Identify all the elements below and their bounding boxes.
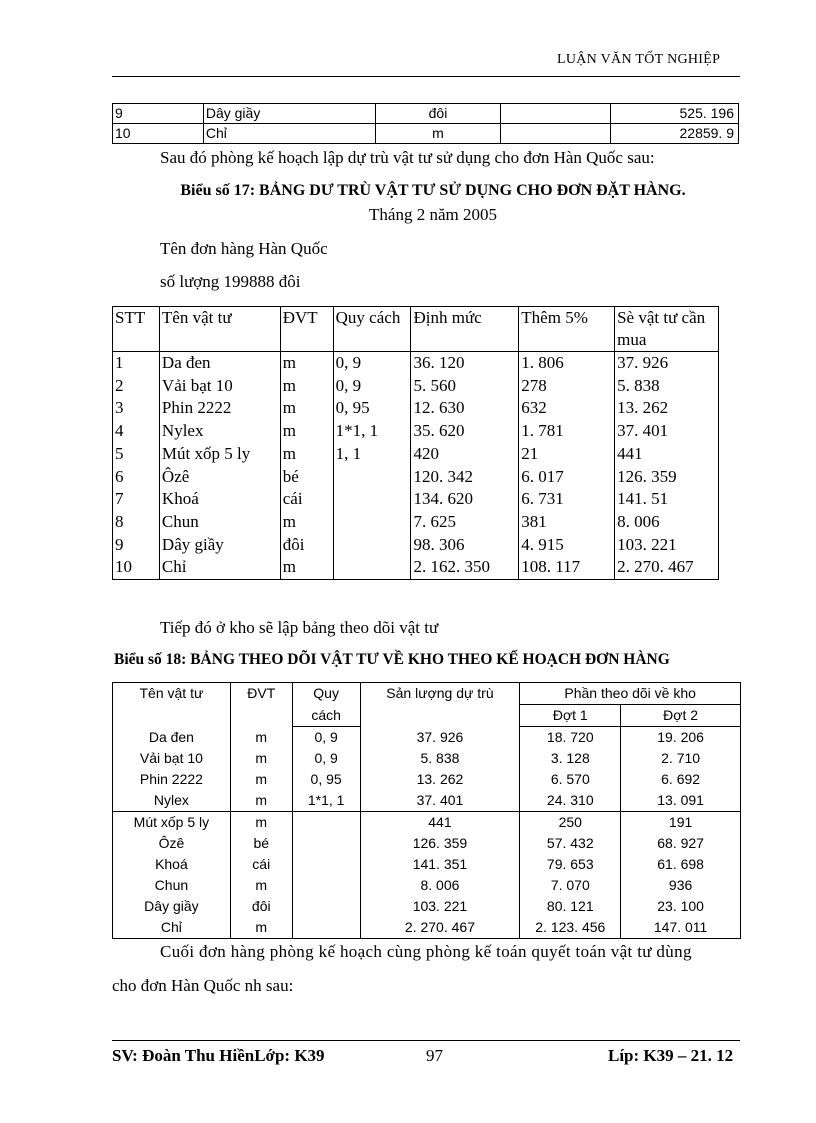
- table-row: [113, 790, 741, 812]
- cell-spec: 0, 95: [333, 397, 411, 420]
- cell-unit: m: [230, 812, 292, 834]
- cell-b1: 80. 121: [520, 896, 621, 917]
- cell-stt: 6: [113, 466, 160, 489]
- cell-planned: 37. 401: [360, 790, 520, 812]
- table-row: [113, 896, 741, 917]
- cell-name: Ôzê: [113, 833, 231, 854]
- cell-planned: 37. 926: [360, 727, 520, 749]
- cell-stt: 9: [113, 104, 204, 124]
- cell-spec: 0, 9: [333, 352, 411, 375]
- cell-b1: 250: [520, 812, 621, 834]
- table-row: [113, 534, 719, 557]
- cell-buy: 37. 926: [615, 352, 719, 375]
- cell-spec: [292, 875, 360, 896]
- table-row: [113, 917, 741, 939]
- cell-spec: [501, 104, 611, 124]
- cell-name: Mút xốp 5 ly: [159, 443, 280, 466]
- cell-buy: 126. 359: [615, 466, 719, 489]
- cell-unit: m: [230, 748, 292, 769]
- cell-unit: đôi: [230, 896, 292, 917]
- cell-extra: 278: [519, 375, 615, 398]
- cell-b2: 936: [621, 875, 741, 896]
- th-buy: Sè vật tư cần mua: [615, 307, 719, 352]
- continued-table: [112, 103, 739, 144]
- table17-title: Biểu số 17: BẢNG DƯ TRÙ VẬT TƯ SỬ DỤNG CHO ĐƠN ĐẶT HÀNG.: [180, 182, 686, 199]
- cell-b1: 79. 653: [520, 854, 621, 875]
- cell-stt: 2: [113, 375, 160, 398]
- cell-b1: 6. 570: [520, 769, 621, 790]
- cell-unit: m: [280, 511, 333, 534]
- cell-spec: [333, 488, 411, 511]
- cell-extra: 4. 915: [519, 534, 615, 557]
- cell-name: Chỉ: [113, 917, 231, 939]
- table-row: [113, 875, 741, 896]
- cell-name: Mút xốp 5 ly: [113, 812, 231, 834]
- cell-stt: 1: [113, 352, 160, 375]
- cell-spec: [292, 833, 360, 854]
- cell-name: Khoá: [113, 854, 231, 875]
- cell-spec: 0, 9: [292, 727, 360, 749]
- cell-spec: 0, 9: [292, 748, 360, 769]
- cell-extra: 6. 017: [519, 466, 615, 489]
- cell-unit: m: [280, 443, 333, 466]
- cell-b2: 61. 698: [621, 854, 741, 875]
- cell-unit: m: [375, 124, 501, 144]
- table-row: [113, 511, 719, 534]
- th18-unit: ĐVT: [230, 683, 292, 727]
- cell-spec: [292, 896, 360, 917]
- cell-norm: 7. 625: [411, 511, 519, 534]
- cell-b2: 191: [621, 812, 741, 834]
- table-row: [113, 397, 719, 420]
- cell-b1: 24. 310: [520, 790, 621, 812]
- cell-unit: m: [230, 727, 292, 749]
- cell-stt: 8: [113, 511, 160, 534]
- cell-name: Dây giầy: [113, 896, 231, 917]
- cell-stt: 9: [113, 534, 160, 557]
- cell-name: Nylex: [159, 420, 280, 443]
- table-row: [113, 556, 719, 579]
- cell-planned: 5. 838: [360, 748, 520, 769]
- cell-stt: 5: [113, 443, 160, 466]
- th18-planned: Sản lượng dự trù: [360, 683, 520, 727]
- cell-b2: 13. 091: [621, 790, 741, 812]
- cell-extra: 381: [519, 511, 615, 534]
- cell-norm: 36. 120: [411, 352, 519, 375]
- cell-name: Vải bạt 10: [159, 375, 280, 398]
- cell-b1: 57. 432: [520, 833, 621, 854]
- cell-name: Ôzê: [159, 466, 280, 489]
- cell-b2: 68. 927: [621, 833, 741, 854]
- cell-name: Chỉ: [203, 124, 375, 144]
- cell-unit: m: [230, 917, 292, 939]
- table-row: [113, 443, 719, 466]
- cell-name: Khoá: [159, 488, 280, 511]
- th-name: Tên vật tư: [159, 307, 280, 352]
- table17-header-row: [113, 307, 719, 352]
- paragraph-3-line1: Cuối đơn hàng phòng kế hoạch cùng phòng kế toán quyết toán vật tư dùng: [160, 942, 692, 961]
- cell-b2: 2. 710: [621, 748, 741, 769]
- th-spec: Quy cách: [333, 307, 411, 352]
- cell-planned: 13. 262: [360, 769, 520, 790]
- cell-norm: 134. 620: [411, 488, 519, 511]
- cell-buy: 441: [615, 443, 719, 466]
- table-row: [113, 833, 741, 854]
- th18-batch1: Đợt 1: [520, 705, 621, 727]
- th18-spec-1: Quy: [292, 683, 360, 705]
- cell-b1: 3. 128: [520, 748, 621, 769]
- cell-unit: m: [280, 352, 333, 375]
- table-row: [113, 375, 719, 398]
- cell-planned: 141. 351: [360, 854, 520, 875]
- cell-name: Phin 2222: [159, 397, 280, 420]
- table-row: [113, 769, 741, 790]
- cell-unit: bé: [230, 833, 292, 854]
- cell-name: Nylex: [113, 790, 231, 812]
- cell-unit: m: [230, 769, 292, 790]
- cell-norm: 5. 560: [411, 375, 519, 398]
- cell-b1: 18. 720: [520, 727, 621, 749]
- cell-stt: 4: [113, 420, 160, 443]
- cell-norm: 12. 630: [411, 397, 519, 420]
- cell-stt: 10: [113, 556, 160, 579]
- cell-unit: bé: [280, 466, 333, 489]
- footer-page-number: 97: [426, 1046, 443, 1065]
- cell-extra: 6. 731: [519, 488, 615, 511]
- cell-spec: [292, 917, 360, 939]
- running-header: LUẬN VĂN TỐT NGHIỆP: [557, 52, 721, 67]
- cell-unit: m: [280, 420, 333, 443]
- cell-spec: [333, 556, 411, 579]
- cell-planned: 8. 006: [360, 875, 520, 896]
- th-norm: Định mức: [411, 307, 519, 352]
- cell-norm: 120. 342: [411, 466, 519, 489]
- cell-b1: 7. 070: [520, 875, 621, 896]
- table-row: [113, 124, 739, 144]
- table17: [112, 306, 719, 580]
- th-stt: STT: [113, 307, 160, 352]
- cell-spec: [501, 124, 611, 144]
- cell-unit: m: [280, 375, 333, 398]
- cell-buy: 5. 838: [615, 375, 719, 398]
- cell-name: Dây giầy: [159, 534, 280, 557]
- cell-unit: m: [280, 556, 333, 579]
- cell-planned: 441: [360, 812, 520, 834]
- cell-extra: 632: [519, 397, 615, 420]
- cell-b1: 2. 123. 456: [520, 917, 621, 939]
- cell-unit: cái: [230, 854, 292, 875]
- order-name: Tên đơn hàng Hàn Quốc: [160, 239, 328, 258]
- footer-class: Líp: K39 – 21. 12: [608, 1046, 734, 1065]
- cell-buy: 37. 401: [615, 420, 719, 443]
- footer-rule: [112, 1040, 740, 1041]
- cell-unit: đôi: [375, 104, 501, 124]
- cell-b2: 23. 100: [621, 896, 741, 917]
- th18-name: Tên vật tư: [113, 683, 231, 727]
- cell-stt: 10: [113, 124, 204, 144]
- cell-unit: m: [230, 875, 292, 896]
- order-quantity: số lượng 199888 đôi: [160, 272, 301, 291]
- cell-norm: 35. 620: [411, 420, 519, 443]
- cell-buy: 2. 270. 467: [615, 556, 719, 579]
- cell-spec: [333, 511, 411, 534]
- cell-planned: 126. 359: [360, 833, 520, 854]
- table18: [112, 682, 741, 939]
- paragraph-3-line2: cho đơn Hàn Quốc nh sau:: [112, 976, 294, 995]
- table-row: [113, 727, 741, 749]
- cell-name: Chỉ: [159, 556, 280, 579]
- table-row: [113, 488, 719, 511]
- paragraph-1: Sau đó phòng kế hoạch lập dự trù vật tư sử dụng cho đơn Hàn Quốc sau:: [160, 148, 655, 167]
- table-row: [113, 420, 719, 443]
- cell-value: 22859. 9: [611, 124, 739, 144]
- table-row: [113, 812, 741, 834]
- footer-student: SV: Đoàn Thu HiềnLớp: K39: [112, 1046, 325, 1065]
- cell-unit: m: [280, 397, 333, 420]
- cell-planned: 2. 270. 467: [360, 917, 520, 939]
- cell-spec: [292, 812, 360, 834]
- cell-norm: 98. 306: [411, 534, 519, 557]
- table17-subtitle: Tháng 2 năm 2005: [369, 205, 497, 224]
- cell-buy: 8. 006: [615, 511, 719, 534]
- cell-buy: 141. 51: [615, 488, 719, 511]
- cell-name: Dây giầy: [203, 104, 375, 124]
- cell-spec: 1*1, 1: [333, 420, 411, 443]
- th18-tracking: Phần theo dõi về kho: [520, 683, 741, 705]
- cell-buy: 103. 221: [615, 534, 719, 557]
- cell-b2: 19. 206: [621, 727, 741, 749]
- table-row: [113, 854, 741, 875]
- table-row: [113, 104, 739, 124]
- header-rule: [112, 76, 740, 77]
- cell-spec: 0, 9: [333, 375, 411, 398]
- cell-name: Chun: [159, 511, 280, 534]
- cell-spec: 1, 1: [333, 443, 411, 466]
- table-row: [113, 352, 719, 375]
- cell-extra: 1. 806: [519, 352, 615, 375]
- th18-batch2: Đợt 2: [621, 705, 741, 727]
- cell-extra: 1. 781: [519, 420, 615, 443]
- th-unit: ĐVT: [280, 307, 333, 352]
- cell-name: Da đen: [159, 352, 280, 375]
- cell-name: Chun: [113, 875, 231, 896]
- cell-unit: m: [230, 790, 292, 812]
- table-row: [113, 748, 741, 769]
- cell-stt: 7: [113, 488, 160, 511]
- paragraph-2: Tiếp đó ở kho sẽ lập bảng theo dõi vật tư: [160, 618, 439, 637]
- cell-b2: 147. 011: [621, 917, 741, 939]
- cell-stt: 3: [113, 397, 160, 420]
- cell-spec: [333, 534, 411, 557]
- cell-extra: 21: [519, 443, 615, 466]
- cell-name: Vải bạt 10: [113, 748, 231, 769]
- cell-b2: 6. 692: [621, 769, 741, 790]
- cell-norm: 420: [411, 443, 519, 466]
- table-row: [113, 466, 719, 489]
- cell-name: Da đen: [113, 727, 231, 749]
- cell-unit: cái: [280, 488, 333, 511]
- table18-header-row-1: [113, 683, 741, 705]
- cell-buy: 13. 262: [615, 397, 719, 420]
- cell-norm: 2. 162. 350: [411, 556, 519, 579]
- cell-spec: 0, 95: [292, 769, 360, 790]
- cell-spec: 1*1, 1: [292, 790, 360, 812]
- table18-title: Biểu số 18: BẢNG THEO DÕI VẬT TƯ VỀ KHO THEO KẾ HOẠCH ĐƠN HÀNG: [114, 651, 670, 668]
- cell-extra: 108. 117: [519, 556, 615, 579]
- th18-spec-2: cách: [292, 705, 360, 727]
- cell-spec: [333, 466, 411, 489]
- cell-unit: đôi: [280, 534, 333, 557]
- th-extra: Thêm 5%: [519, 307, 615, 352]
- cell-value: 525. 196: [611, 104, 739, 124]
- cell-spec: [292, 854, 360, 875]
- cell-planned: 103. 221: [360, 896, 520, 917]
- cell-name: Phin 2222: [113, 769, 231, 790]
